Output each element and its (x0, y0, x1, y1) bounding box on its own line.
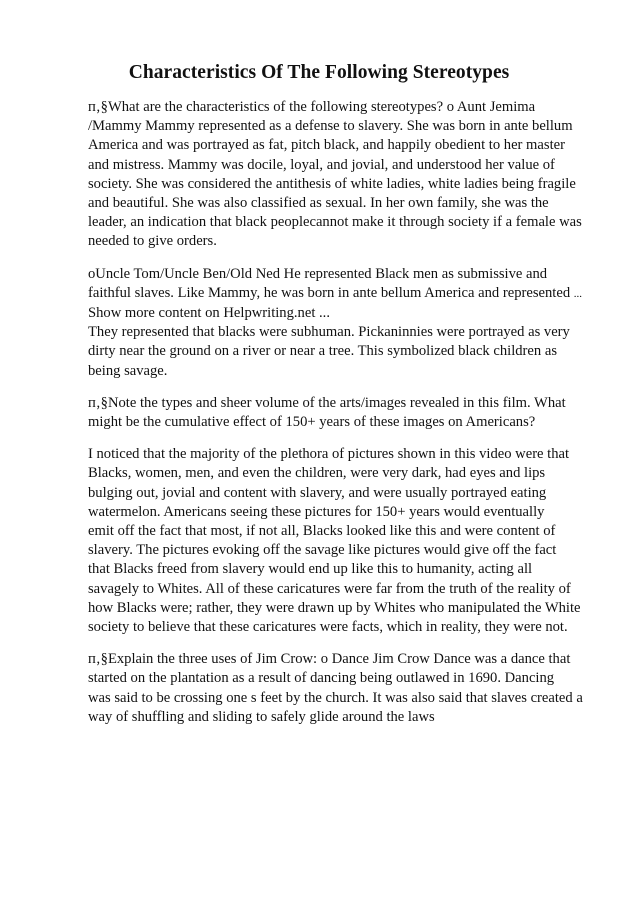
text-line: emit off the fact that most, if not all, Blacks looked like this and were content of (88, 523, 556, 540)
text-line: started on the plantation as a result of dancing being outlawed in 1690. Dancing (88, 670, 555, 687)
text-line: п‚§What are the characteristics of the following stereotypes? o Aunt Jemima (88, 99, 536, 115)
text-line: savagely to Whites. All of these caricatures were far from the truth of the reality of (88, 580, 571, 597)
text-line: was said to be crossing one s feet by the church. It was also said that slaves created a (88, 689, 583, 706)
paragraph-uncle-tom (88, 265, 593, 381)
text-line: slavery. The pictures evoking off the savage like pictures would give off the fact (88, 542, 557, 559)
text-line: /Mammy Mammy represented as a defense to slavery. She was born in ante bellum (88, 118, 573, 135)
text-line: how Blacks were; rather, they were drawn up by Whites who manipulated the White (88, 599, 581, 616)
text-line: society to believe that these caricatures were facts, which in reality, they were not. (88, 619, 568, 636)
text-line: dirty near the ground on a river or near a tree. This symbolized black children as (88, 343, 557, 360)
text-line: Blacks, women, men, and even the children, were very dark, had eyes and lips (88, 465, 546, 482)
text-line: and beautiful. She was also classified as sexual. In her own family, she was the (88, 195, 549, 212)
text-line: watermelon. Americans seeing these pictures for 150+ years would eventually (88, 503, 545, 520)
paragraph-observations (88, 445, 593, 637)
text-line: might be the cumulative effect of 150+ years of these images on Americans? (88, 414, 536, 431)
text-line: society. She was considered the antithesis of white ladies, white ladies being fragile (88, 175, 576, 192)
paragraph-stereotypes-question (88, 98, 593, 252)
text-line: leader, an indication that black peoplecannot make it through society if a female was (88, 214, 582, 231)
show-more-link[interactable]: Show more content on Helpwriting.net ... (88, 305, 330, 322)
text-line: They represented that blacks were subhuman. Pickaninnies were portrayed as very (88, 324, 570, 341)
text-line: and mistress. Mammy was docile, loyal, and jovial, and understood her value of (88, 156, 555, 173)
text-line: America and was portrayed as fat, pitch black, and happily obedient to her master (88, 137, 565, 154)
text-line-with-ellipsis (88, 284, 593, 304)
document-title: Characteristics Of The Following Stereotypes (128, 62, 510, 83)
text-line: being savage. (88, 362, 168, 379)
text-line: п‚§Explain the three uses of Jim Crow: o Dance Jim Crow Dance was a dance that (88, 651, 571, 668)
document-body (88, 98, 593, 740)
truncation-ellipsis: ... (573, 287, 583, 300)
text-line: I noticed that the majority of the plethora of pictures shown in this video were that (88, 446, 570, 463)
text-line: oUncle Tom/Uncle Ben/Old Ned He represented Black men as submissive and (88, 265, 548, 282)
paragraph-film-question (88, 394, 593, 432)
text-line: п‚§Note the types and sheer volume of the arts/images revealed in this film. What (88, 394, 566, 411)
paragraph-jim-crow (88, 650, 593, 727)
text-line: that Blacks freed from slavery would end up like this to humanity, acting all (88, 561, 533, 578)
text-fragment: faithful slaves. Like Mammy, he was born in ante bellum America and represented (88, 284, 571, 301)
text-line: way of shuffling and sliding to safely glide around the laws (88, 708, 435, 725)
text-line: needed to give orders. (88, 233, 217, 250)
text-line: bulging out, jovial and content with slavery, and were usually portrayed eating (88, 484, 547, 501)
